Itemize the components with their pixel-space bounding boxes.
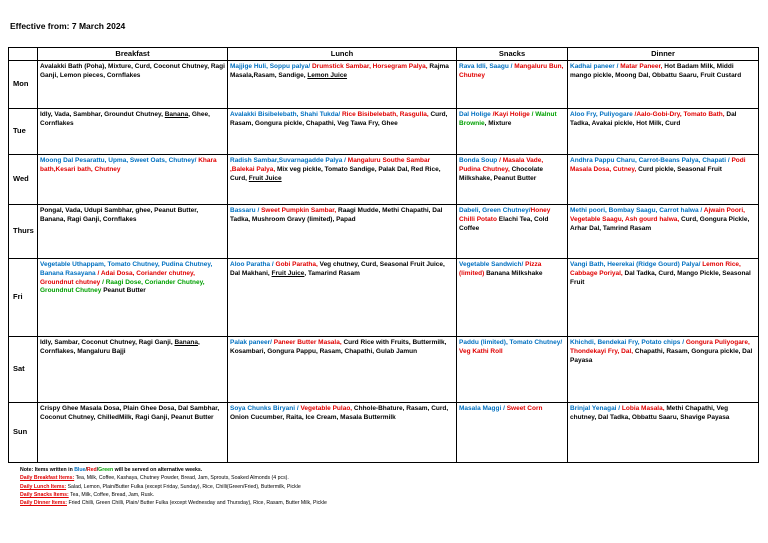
menu-item-text: Mangaluru Southe Sambar ,Balekai Palya, — [230, 157, 431, 173]
menu-item-text: Banana Milkshake — [486, 269, 543, 277]
menu-item-text: Honey Chilli Potato — [459, 207, 551, 223]
day-label: Fri — [9, 259, 38, 337]
dinner-cell — [568, 61, 759, 109]
menu-item-text: Kadhai paneer / — [570, 63, 621, 70]
menu-item-text: Mix veg pickle, Tomato Sandige, Palak Dal, Red Rice, Curd, — [230, 165, 441, 182]
day-header — [9, 48, 38, 61]
day-label: Sat — [9, 337, 38, 403]
menu-row-mon — [9, 61, 759, 109]
menu-item-text: Peanut Butter — [103, 287, 146, 295]
dinner-cell — [568, 259, 759, 337]
menu-item-text: Sweet Pumpkin Sambar, — [261, 207, 339, 214]
snacks-cell — [457, 61, 568, 109]
menu-item-text: / Walnut Brownie — [459, 111, 557, 127]
menu-item-text: /Aalo-Gobi-Dry, Tomato Bath, — [634, 111, 727, 118]
menu-item-text: Gobi Paratha, — [275, 261, 320, 268]
menu-item-text: Rasayana — [65, 269, 98, 277]
menu-item-text: Methi Chapathi, Veg chutney, Dal Tadka, Obbattu Saaru, Shavige Payasa — [570, 405, 730, 421]
menu-item-text: , Mixture — [484, 119, 512, 127]
menu-item-text: Chocolate Milkshake, Peanut Butter — [459, 165, 544, 182]
menu-item-text: Radish Sambar,Suvarnagadde Palya / — [230, 157, 348, 164]
menu-item-text: Veg chutney, Curd, Seasonal Fruit Juice, Dal Makhani, — [230, 261, 445, 277]
lunch-cell — [228, 337, 457, 403]
daily-dinner-note: Daily Dinner Items: Fried Chilli, Green Chilli, Plain/ Butter Fulka (except Wednesday and Thursday), Rice, Rasam, Butter Milk, Pickle — [20, 500, 327, 507]
menu-item-text: Fruit Juice — [248, 174, 282, 182]
menu-item-text: Rajma Masala,Rasam, Sandige, — [230, 63, 449, 79]
menu-item-text: Avalakki Bath (Poha), Mixture, Curd, Coconut Chutney, Ragi Ganji, Lemon pieces, Cornflakes — [40, 63, 225, 79]
menu-item-text: Ajwain Poori, Vegetable Saagu, Ash gourd halwa, — [570, 207, 745, 223]
menu-item-text: Curd, Rasam, Gongura pickle, Chapathi, Veg Tawa Fry, Ghee — [230, 111, 448, 127]
menu-item-text: Chhole-Bhature, Rasam, Curd, Onion Cucumber, Raita, Ice Cream, Masala Buttermilk — [230, 405, 449, 421]
menu-item-text: Khichdi, Bendekai Fry, Potato chips / — [570, 339, 686, 346]
menu-item-text: Idly, Sambar, Coconut Chutney, Ragi Ganji, — [40, 339, 175, 346]
daily-lunch-note: Daily Lunch Items: Salad, Lemon, Plain/Butter Fulka (except Friday, Sunday), Rice, Chilli(Green/Fried), Buttermilk, Pickle — [20, 483, 301, 490]
snacks-cell — [457, 259, 568, 337]
menu-item-text: Sweet Corn — [506, 405, 543, 412]
menu-item-text: Andhra Pappu Charu, Carrot-Beans Palya, Chapati / — [570, 157, 732, 164]
menu-item-text: Moong Dal Pesarattu, Upma, Sweet Oats, Chutney/ — [40, 157, 199, 164]
menu-item-text: Bonda Soup — [459, 157, 500, 164]
day-label: Wed — [9, 155, 38, 205]
menu-item-text: Aloo Fry, Puliyogare — [570, 111, 635, 118]
menu-item-text: , Cornflakes, Mangaluru Bajji — [40, 339, 200, 355]
breakfast-cell — [38, 61, 228, 109]
menu-item-text: / Adai Dosa, Coriander chutney, Groundnut chutney — [40, 269, 195, 286]
breakfast-cell — [38, 337, 228, 403]
snacks-cell — [457, 155, 568, 205]
menu-item-text: Masala Maggi / — [459, 405, 507, 412]
menu-item-text: Chapathi, Rasam, Gongura pickle, Dal Payasa — [570, 347, 753, 364]
menu-item-text: Palak paneer/ — [230, 339, 274, 346]
breakfast-cell — [38, 403, 228, 463]
snacks-cell — [457, 205, 568, 259]
menu-row-fri — [9, 259, 759, 337]
menu-item-text: Banana — [164, 111, 189, 118]
menu-item-text: Vangi Bath, Heerekai (Ridge Gourd) Palya/ — [570, 261, 703, 268]
menu-item-text: Vegetable Pulao, — [300, 405, 354, 412]
menu-item-text: Dal Holige — [459, 111, 493, 118]
menu-item-text: Lobia Masala, — [621, 405, 667, 412]
menu-item-text: /Kayi Holige — [492, 111, 532, 118]
menu-item-text: Dal Tadka, Curd, Mango Pickle, Seasonal Fruit — [570, 269, 751, 286]
menu-item-text: Lemon Juice — [307, 71, 348, 79]
snacks-cell — [457, 403, 568, 463]
snacks-cell — [457, 337, 568, 403]
day-label: Thurs — [9, 205, 38, 259]
menu-item-text: Curd pickle, Seasonal Fruit — [638, 165, 722, 173]
menu-item-text: Pizza (limited) — [459, 261, 542, 277]
lunch-cell — [228, 403, 457, 463]
menu-item-text: Banana — [174, 339, 198, 346]
lunch-cell — [228, 205, 457, 259]
snacks-cell — [457, 109, 568, 155]
menu-item-text: Lemon Rice, Cabbage Poriyal, — [570, 261, 741, 277]
dinner-cell — [568, 337, 759, 403]
menu-item-text: Vegetable Sandwich/ — [459, 261, 526, 268]
dinner-cell — [568, 205, 759, 259]
menu-item-text: Dabeli, Green Chutney/ — [459, 207, 531, 214]
menu-row-thurs — [9, 205, 759, 259]
breakfast-cell — [38, 155, 228, 205]
menu-item-text: Fruit Juice — [271, 269, 305, 277]
menu-item-text: Methi poori, Bombay Saagu, Carrot halwa / — [570, 207, 704, 214]
lunch-cell — [228, 155, 457, 205]
menu-item-text: , Tamarind Rasam — [304, 269, 360, 277]
menu-item-text: Rice Bisibelebath, Rasgulla, — [341, 111, 431, 118]
daily-breakfast-note: Daily Breakfast Items: Tea, Milk, Coffee, Kashaya, Chutney Powder, Bread, Jam, Sprouts, Soaked Almonds (4 pcs). — [20, 475, 289, 482]
menu-row-tue — [9, 109, 759, 155]
menu-item-text: / Raagi Dose, Coriander Chutney, Groundnut Chutney — [40, 278, 205, 295]
day-label: Mon — [9, 61, 38, 109]
lunch-cell — [228, 61, 457, 109]
menu-item-text: Elachi Tea, Cold Coffee — [459, 215, 549, 232]
weekly-menu-table — [8, 47, 759, 463]
menu-item-text: Vegetable Uthappam, Tomato Chutney, Pudina Chutney, Banana — [40, 261, 213, 277]
menu-item-text: Curd Rice with Fruits, Buttermilk, Kosambari, Gongura Pappu, Rasam, Chapathi, Gulab Jamun — [230, 339, 447, 355]
menu-item-text: Drumstick Sambar, Horsegram Palya, — [311, 63, 430, 70]
menu-item-text: Gongura Puliyogare, Thondekayi Fry, Dal, — [570, 339, 750, 355]
dinner-cell — [568, 403, 759, 463]
menu-item-text: Paddu (limited), Tomato Chutney/ — [459, 339, 563, 346]
menu-item-text: Rava Idli, Saagu / — [459, 63, 515, 70]
menu-item-text: Brinjal Yenagai / — [570, 405, 622, 412]
breakfast-cell — [38, 259, 228, 337]
menu-item-text: Matar Paneer, — [620, 63, 665, 70]
menu-item-text: Veg Kathi Roll — [459, 347, 503, 355]
menu-item-text: Bassaru / — [230, 207, 262, 214]
menu-item-text: Khara bath,Kesari bath, Chutney — [40, 157, 217, 173]
menu-row-sat — [9, 337, 759, 403]
breakfast-cell — [38, 109, 228, 155]
lunch-cell — [228, 259, 457, 337]
menu-item-text: , Ghee, Cornflakes — [40, 111, 210, 127]
menu-row-sun — [9, 403, 759, 463]
menu-item-text: Crispy Ghee Masala Dosa, Plain Ghee Dosa, Dal Sambhar, Coconut Chutney, ChilledMilk, Ragi Ganji, Peanut Butter — [40, 405, 220, 421]
day-label: Tue — [9, 109, 38, 155]
daily-snacks-note: Daily Snacks Items: Tea, Milk, Coffee, Bread, Jam, Rusk. — [20, 491, 155, 498]
dinner-cell — [568, 155, 759, 205]
menu-row-wed — [9, 155, 759, 205]
menu-item-text: Paneer Butter Masala, — [273, 339, 344, 346]
menu-item-text: Mangaluru Bun, Chutney — [459, 63, 564, 79]
menu-item-text: Aloo Paratha / — [230, 261, 276, 268]
menu-item-text: Raagi Mudde, Methi Chapathi, Dal Tadka, Mushroom Gravy (limited), Papad — [230, 207, 443, 223]
menu-item-text: Soya Chunks Biryani / — [230, 405, 301, 412]
menu-item-text: Podi Masala Dosa, Cutney, — [570, 157, 746, 173]
lunch-header: Lunch — [228, 48, 457, 61]
dinner-cell — [568, 109, 759, 155]
notes-section — [20, 466, 327, 508]
dinner-header: Dinner — [568, 48, 759, 61]
day-label: Sun — [9, 403, 38, 463]
effective-date: Effective from: 7 March 2024 — [10, 21, 126, 31]
menu-item-text: Dal Tadka, Avakai pickle, Hot Milk, Curd — [570, 111, 737, 127]
snacks-header: Snacks — [457, 48, 568, 61]
alternate-weeks-note: Note: Items written in Blue/Red/Green will be served on alternative weeks. — [20, 467, 203, 473]
menu-item-text: Curd, Gongura Pickle, Arhar Dal, Tamrind Rasam — [570, 215, 750, 232]
header-row — [9, 48, 759, 61]
breakfast-header: Breakfast — [38, 48, 228, 61]
lunch-cell — [228, 109, 457, 155]
menu-item-text: Pongal, Vada, Udupi Sambhar, ghee, Peanut Butter, Banana, Ragi Ganji, Cornflakes — [40, 207, 199, 223]
breakfast-cell — [38, 205, 228, 259]
menu-item-text: Avalakki Bisibelebath, Shahi Tukda/ — [230, 111, 342, 118]
menu-item-text: Majjige Huli, Soppu palya/ — [230, 63, 312, 70]
menu-item-text: Hot Badam Milk, Middi mango pickle, Moong Dal, Obbattu Saaru, Fruit Custard — [570, 63, 742, 79]
menu-item-text: Idly, Vada, Sambhar, Groundut Chutney, — [40, 111, 165, 118]
menu-item-text: / Masala Vade, Pudina Chutney, — [459, 157, 544, 173]
